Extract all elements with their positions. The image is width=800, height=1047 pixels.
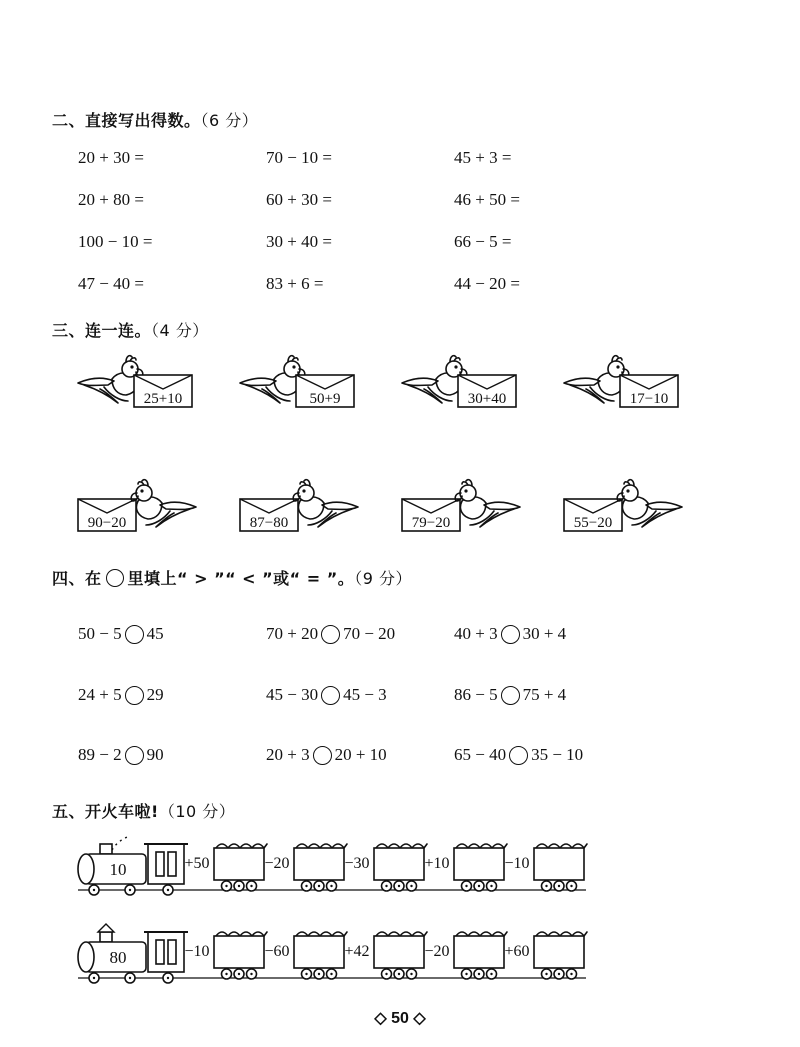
bird-matching-area [0, 345, 800, 545]
section4-title-pre: 四、在 [52, 569, 102, 588]
comparison-left: 20 + 3 [266, 745, 310, 764]
bird-icon [402, 356, 467, 403]
comparison-right: 45 [146, 624, 164, 643]
circle-icon [106, 569, 124, 587]
comparison-right: 30 + 4 [522, 624, 567, 643]
equation: 45 + 3 = [454, 148, 512, 167]
bird-card-top[interactable] [240, 356, 354, 407]
comparison-left: 45 − 30 [266, 685, 319, 704]
comparison-left: 86 − 5 [454, 685, 498, 704]
comparison-left: 50 − 5 [78, 624, 122, 643]
locomotive-cab [148, 932, 184, 972]
operation-label: −60 [264, 943, 290, 960]
section3-heading [52, 318, 209, 341]
envelope-label: 90−20 [87, 515, 127, 531]
operation-label: −20 [264, 855, 290, 872]
comparison-right: 70 − 20 [343, 624, 396, 643]
page-number: ◇ 50 ◇ [374, 1010, 426, 1027]
equation: 83 + 6 = [266, 274, 324, 293]
comparison-item [454, 745, 583, 765]
comparison-left: 70 + 20 [266, 624, 319, 643]
answer-wagon[interactable] [374, 936, 424, 968]
answer-circle[interactable] [501, 625, 520, 644]
bird-icon [131, 480, 196, 527]
comparison-right: 35 − 10 [531, 745, 584, 764]
answer-circle[interactable] [125, 746, 144, 765]
train-start-number: 10 [109, 860, 127, 879]
answer-circle[interactable] [509, 746, 528, 765]
comparison-left: 89 − 2 [78, 745, 122, 764]
bird-icon [78, 356, 143, 403]
equation: 44 − 20 = [454, 274, 520, 293]
train-area [0, 828, 800, 1008]
locomotive-cab [148, 844, 184, 884]
equation: 60 + 30 = [266, 190, 332, 209]
equation: 70 − 10 = [266, 148, 332, 167]
train [78, 836, 587, 895]
comparison-left: 40 + 3 [454, 624, 498, 643]
answer-wagon[interactable] [454, 848, 504, 880]
equation: 47 − 40 = [78, 274, 144, 293]
boiler-front [78, 942, 94, 972]
answer-circle[interactable] [125, 686, 144, 705]
bird-card-bottom[interactable] [78, 480, 196, 531]
comparison-right: 90 [146, 745, 164, 764]
section5-title: 五、开火车啦! [52, 802, 159, 821]
bird-card-bottom[interactable] [402, 480, 520, 531]
comparison-right: 75 + 4 [522, 685, 567, 704]
bird-icon [617, 480, 682, 527]
operation-label: −10 [184, 943, 210, 960]
comparison-left: 24 + 5 [78, 685, 122, 704]
comparison-right: 29 [146, 685, 164, 704]
bird-icon [240, 356, 305, 403]
equation: 20 + 80 = [78, 190, 144, 209]
envelope-label: 30+40 [467, 391, 507, 407]
section5-points: （10 分） [158, 802, 236, 821]
operation-label: −20 [424, 943, 450, 960]
section4-title-post: 里填上“ > ”“ < ”或“ = ”。 [127, 569, 355, 588]
envelope-label: 55−20 [573, 515, 613, 531]
answer-wagon[interactable] [534, 848, 584, 880]
boiler-front [78, 854, 94, 884]
comparison-left: 65 − 40 [454, 745, 507, 764]
operation-label: +50 [184, 855, 210, 872]
operation-label: +60 [504, 943, 530, 960]
answer-circle[interactable] [501, 686, 520, 705]
operation-label: −30 [344, 855, 370, 872]
section2-heading [52, 108, 258, 131]
train [78, 924, 587, 983]
bird-icon [293, 480, 358, 527]
bird-icon [455, 480, 520, 527]
equation: 100 − 10 = [78, 232, 153, 251]
answer-wagon[interactable] [454, 936, 504, 968]
comparison-item [78, 624, 164, 644]
answer-circle[interactable] [313, 746, 332, 765]
bird-card-top[interactable] [402, 356, 516, 407]
section3-title: 三、连一连。 [52, 321, 152, 340]
section2-points: （6 分） [200, 111, 259, 130]
bird-card-bottom[interactable] [240, 480, 358, 531]
bird-card-top[interactable] [78, 356, 192, 407]
envelope-label: 17−10 [629, 391, 669, 407]
section4-points: （9 分） [354, 569, 413, 588]
equation: 30 + 40 = [266, 232, 332, 251]
comparison-item [454, 624, 566, 644]
comparison-item [454, 685, 566, 705]
answer-circle[interactable] [321, 625, 340, 644]
equation: 46 + 50 = [454, 190, 520, 209]
comparison-item [266, 685, 387, 705]
answer-wagon[interactable] [294, 936, 344, 968]
operation-label: +10 [424, 855, 450, 872]
answer-wagon[interactable] [214, 936, 264, 968]
answer-wagon[interactable] [294, 848, 344, 880]
equation: 66 − 5 = [454, 232, 512, 251]
answer-circle[interactable] [321, 686, 340, 705]
comparison-item [266, 745, 387, 765]
comparison-right: 45 − 3 [343, 685, 387, 704]
train-start-number: 80 [109, 948, 127, 967]
operation-label: −10 [504, 855, 530, 872]
answer-wagon[interactable] [214, 848, 264, 880]
comparison-item [78, 745, 164, 765]
comparison-item [266, 624, 395, 644]
bird-card-top[interactable] [564, 356, 678, 407]
chimney [100, 932, 112, 942]
section3-points: （4 分） [151, 321, 209, 340]
chimney [100, 844, 112, 854]
answer-wagon[interactable] [534, 936, 584, 968]
envelope-label: 87−80 [249, 515, 289, 531]
section2-title: 二、直接写出得数。 [52, 111, 201, 130]
operation-label: +42 [344, 943, 370, 960]
answer-wagon[interactable] [374, 848, 424, 880]
envelope-label: 50+9 [309, 391, 341, 407]
envelope-label: 79−20 [411, 515, 451, 531]
bird-icon [564, 356, 629, 403]
equation: 20 + 30 = [78, 148, 144, 167]
answer-circle[interactable] [125, 625, 144, 644]
bird-card-bottom[interactable] [564, 480, 682, 531]
envelope-label: 25+10 [143, 391, 183, 407]
section4-heading [52, 566, 412, 589]
section5-heading [52, 799, 235, 822]
comparison-right: 20 + 10 [334, 745, 387, 764]
comparison-item [78, 685, 164, 705]
